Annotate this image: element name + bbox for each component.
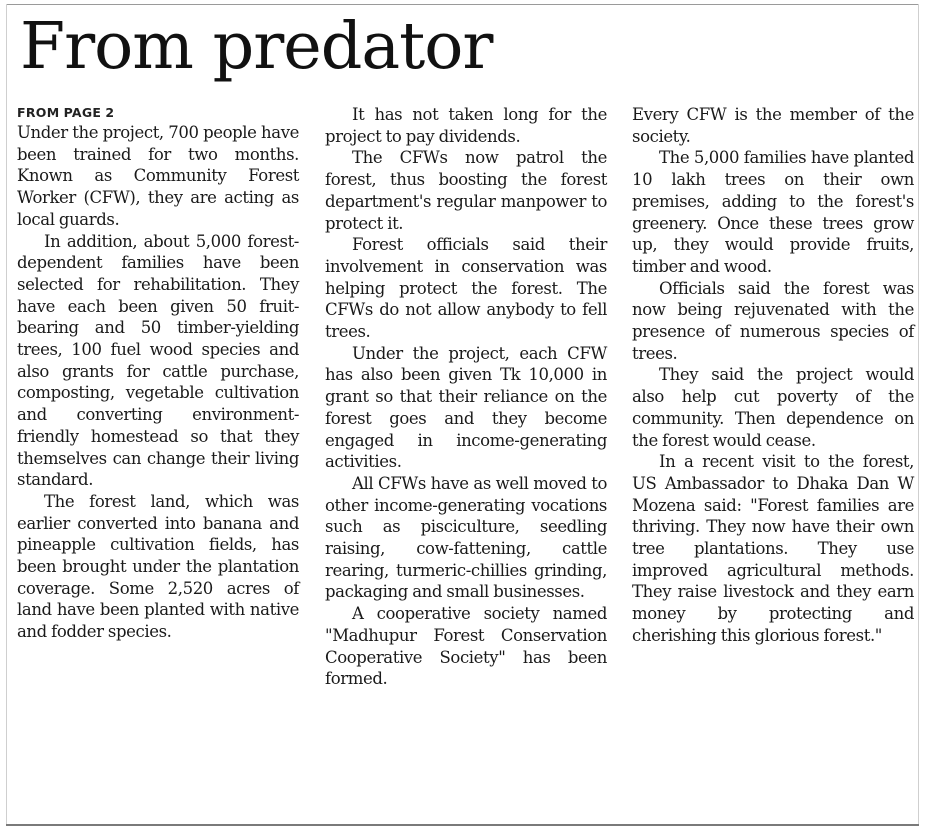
column-2-body [325, 104, 607, 690]
paragraph: A cooperative society named "Madhupur Forest Conservation Cooperative Society" has been formed. [325, 604, 607, 689]
paragraph: Forest officials said their involvement in conservation was helping protect the forest. The CFWs do not allow anybody to fell trees. [325, 235, 607, 342]
paragraph: Under the project, 700 people have been trained for two months. Known as Community Forest Worker (CFW), they are acting as local guards. [17, 123, 299, 229]
paragraph: The CFWs now patrol the forest, thus boosting the forest department's regular manpower to protect it. [325, 148, 607, 233]
paragraph: The 5,000 families have planted 10 lakh trees on their own premises, adding to the forest's greenery. Once these trees grow up, they would provide fruits, timber and wood. [632, 148, 914, 276]
right-border [918, 4, 919, 824]
column-1-body [17, 122, 299, 643]
column-3 [632, 104, 914, 647]
column-2 [325, 104, 607, 690]
column-3-body [632, 104, 914, 647]
paragraph: The forest land, which was earlier converted into banana and pineapple cultivation fields, has been brought under the plantation coverage. Some 2,520 acres of land have been planted with native and fodder species. [17, 491, 299, 642]
paragraph: In addition, about 5,000 forest-dependent families have been selected for rehabilitation. They have each been given 50 fruit-bearing and 50 timber-yielding trees, 100 fuel wood species and also grants for cattle purchase, composting, vegetable cultivation and converting environment-friendly homestead so that they themselves can change their living standard. [17, 231, 299, 490]
bottom-rule [6, 824, 919, 826]
paragraph: It has not taken long for the project to pay dividends. [325, 105, 607, 146]
dateline: FROM PAGE 2 [17, 105, 115, 120]
left-border [6, 4, 7, 824]
column-1 [17, 104, 299, 643]
paragraph: All CFWs have as well moved to other income-generating vocations such as pisciculture, seedling raising, cow-fattening, cattle rearing, turmeric-chillies grinding, packaging and small businesses. [325, 473, 607, 602]
paragraph: Under the project, each CFW has also been given Tk 10,000 in grant so that their reliance on the forest goes and they become engaged in income-generating activities. [325, 343, 607, 472]
headline: From predator [20, 9, 493, 84]
paragraph: Officials said the forest was now being rejuvenated with the presence of numerous species of trees. [632, 278, 914, 363]
paragraph: In a recent visit to the forest, US Ambassador to Dhaka Dan W Mozena said: "Forest families are thriving. They now have their own tree plantations. They use improved agricultural methods. They raise livestock and they earn money by protecting and cherishing this glorious forest." [632, 452, 914, 645]
paragraph: Every CFW is the member of the society. [632, 105, 914, 146]
paragraph: They said the project would also help cut poverty of the community. Then dependence on the forest would cease. [632, 365, 914, 450]
